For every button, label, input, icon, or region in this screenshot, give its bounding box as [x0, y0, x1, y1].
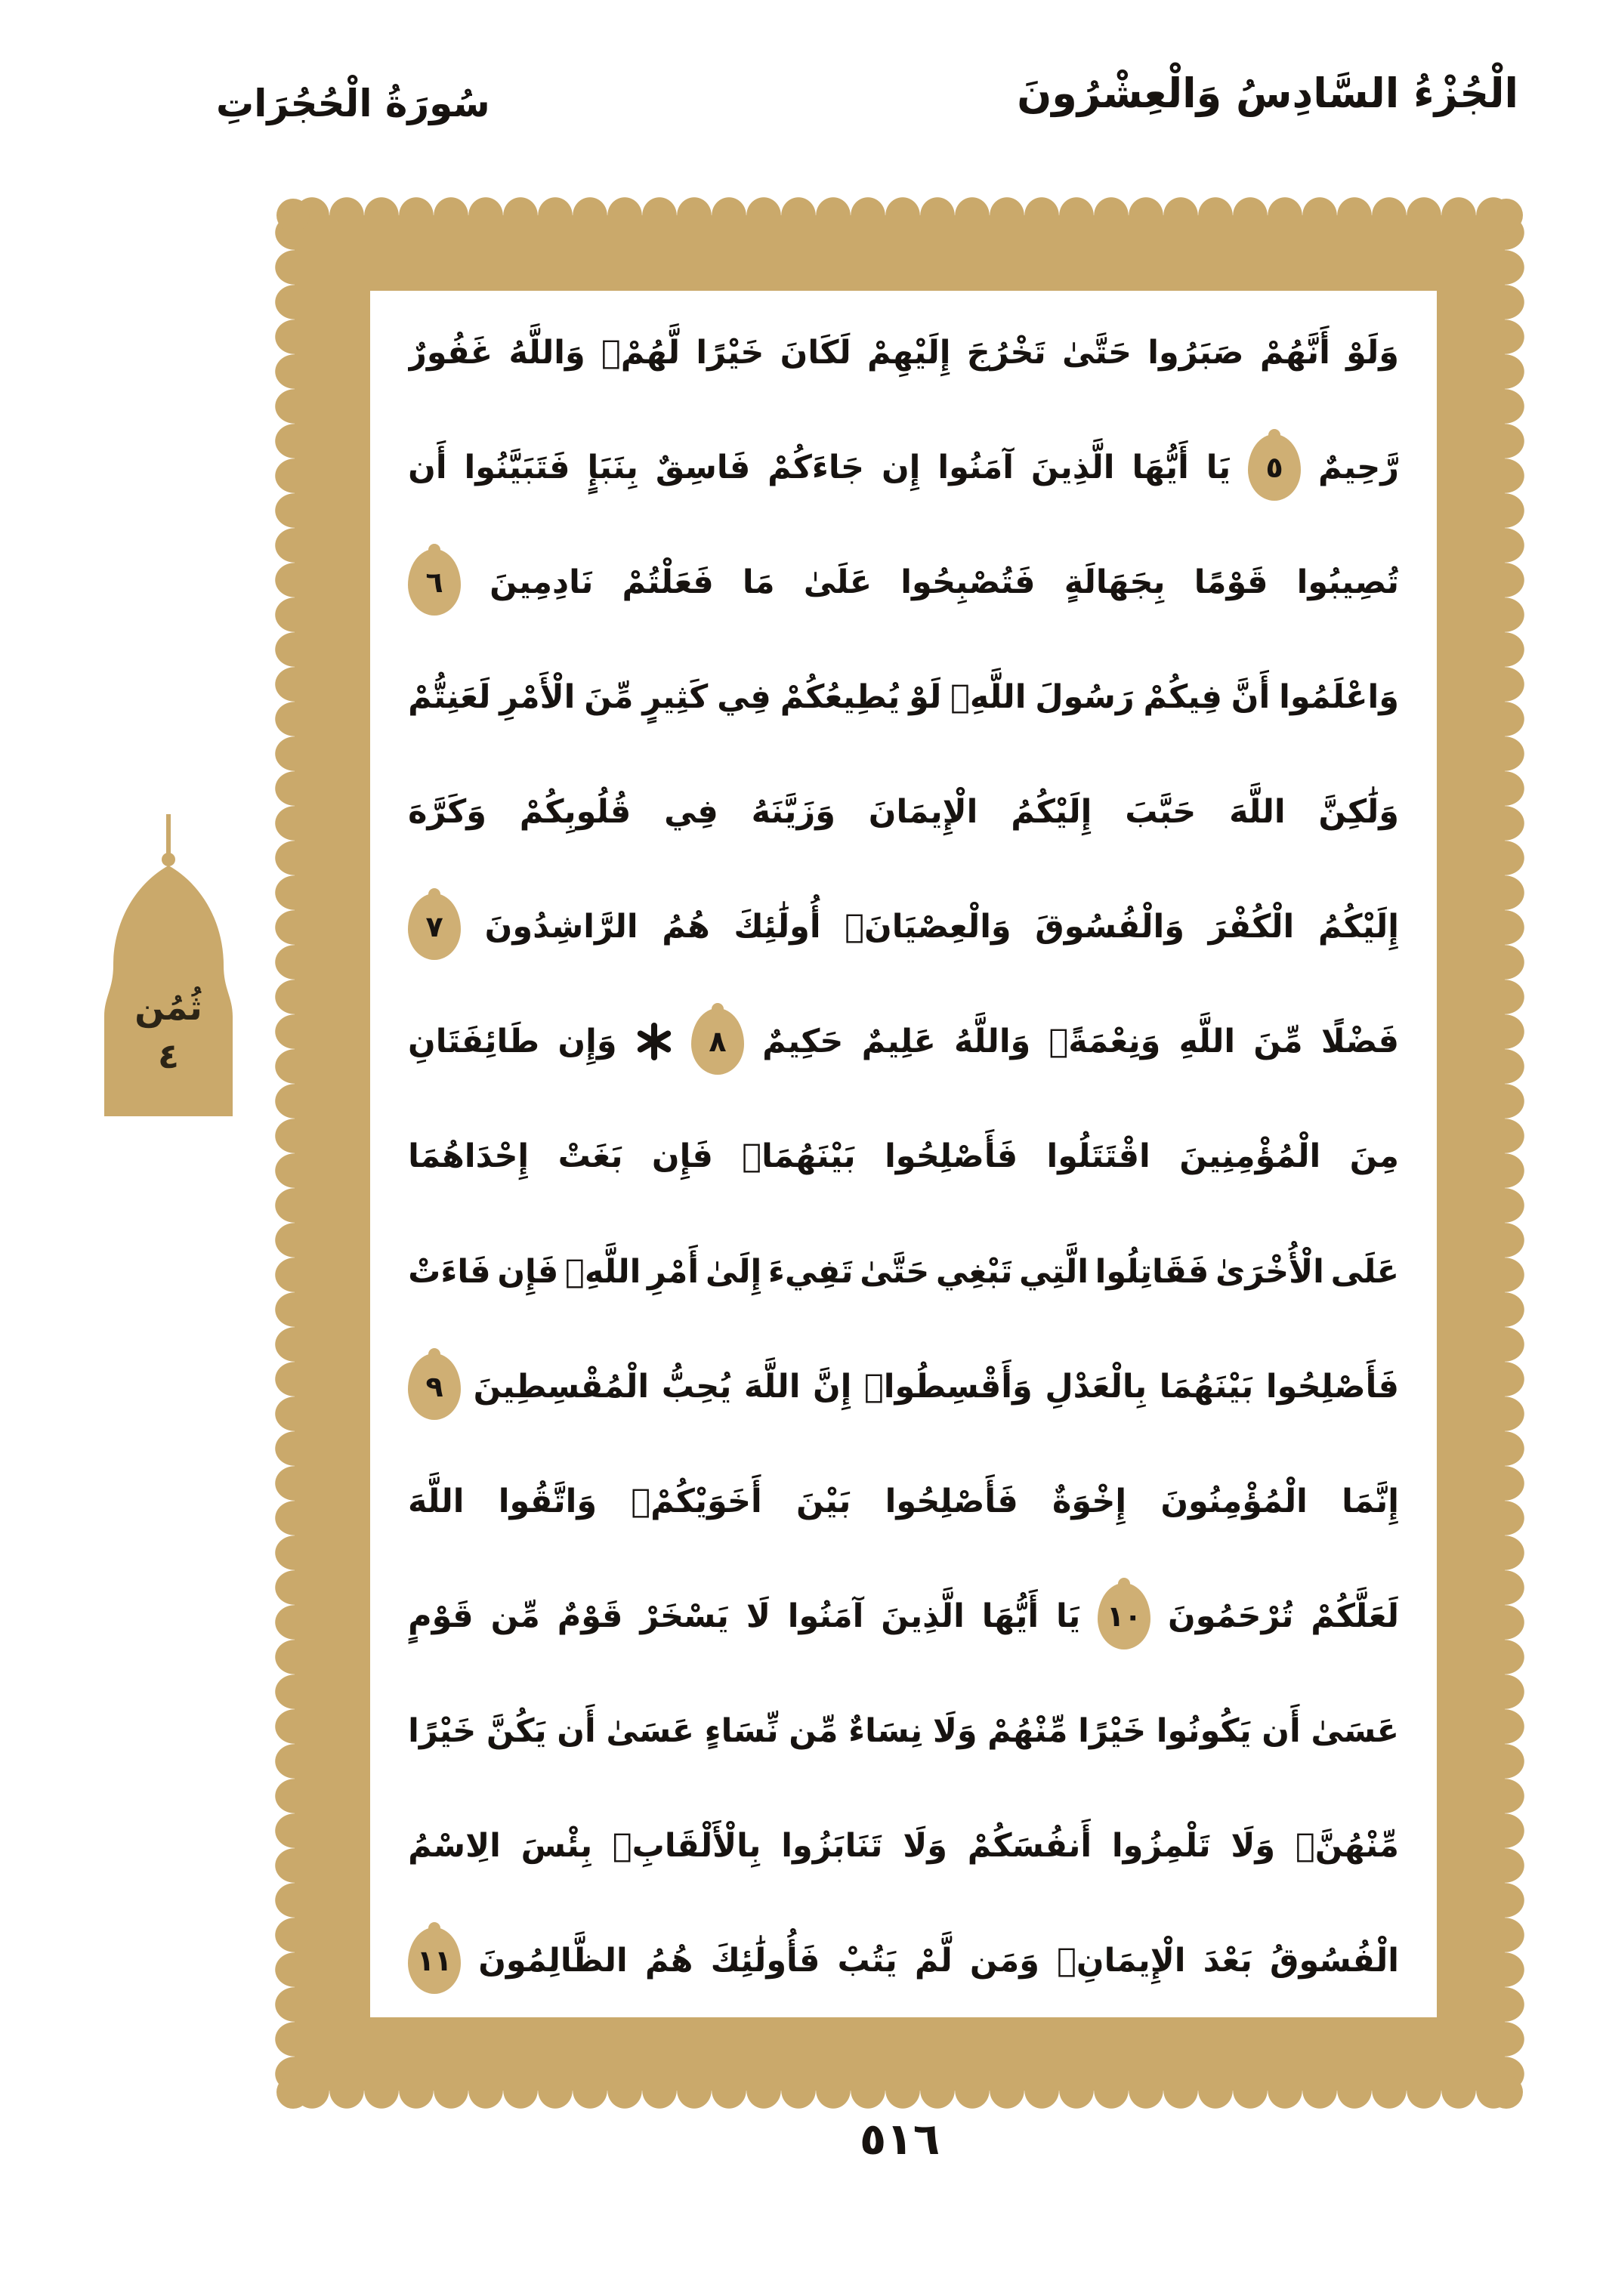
ayah-word: فَأَصْلِحُوا	[885, 1137, 1018, 1176]
ayah-word: الرَّاشِدُونَ	[484, 908, 638, 946]
ayah-word: الظَّالِمُونَ	[478, 1941, 628, 1980]
juz-title: الْجُزْءُ السَّادِسُ وَالْعِشْرُونَ	[1017, 69, 1518, 117]
ayah-word: نِسَاءٌ	[848, 1711, 923, 1750]
ayah-word: فَإِن	[651, 1137, 713, 1176]
ayah-word: يَا	[1206, 449, 1231, 487]
ayah-word: إِنَّ	[812, 1367, 852, 1406]
ayah-word: مَا	[742, 563, 775, 602]
ayah-word: يَكُنَّ	[486, 1711, 547, 1750]
ayah-word: وَإِن	[557, 1023, 617, 1061]
ayah-word: فَضْلًا	[1320, 1023, 1399, 1061]
ayah-word: فَأُولَٰئِكَ	[710, 1941, 820, 1980]
rub-el-hizb-icon	[635, 1023, 673, 1060]
quran-text-area	[370, 291, 1437, 2018]
ayah-word: إِلَىٰ	[705, 1252, 762, 1291]
ayah-word: إِخْوَةٌ	[1052, 1482, 1127, 1520]
ayah-word: وَلَا	[1231, 1826, 1276, 1865]
ayah-word: بَيْنَهُمَاۖ	[742, 1137, 856, 1176]
ayah-word: إِنَّمَا	[1342, 1482, 1399, 1520]
quran-line	[408, 295, 1399, 410]
ayah-word: حَتَّىٰ	[1061, 334, 1132, 372]
ayah-word: نَادِمِينَ	[490, 563, 594, 602]
quran-line	[408, 984, 1399, 1099]
ayah-word: فَإِن	[497, 1252, 559, 1291]
frame-scallops-left	[275, 215, 295, 2091]
ayah-word: أَن	[557, 1711, 596, 1750]
ayah-word: وَأَقْسِطُواۖ	[863, 1367, 1033, 1406]
quran-line	[408, 755, 1399, 869]
ayah-word: اللَّهِۚ	[565, 1252, 641, 1291]
ayah-word: الْكُفْرَ	[1208, 908, 1295, 946]
ayah-word: يُحِبُّ	[661, 1367, 732, 1406]
ayah-word: الْمُقْسِطِينَ	[473, 1367, 650, 1406]
ayah-word: وَاتَّقُوا	[498, 1482, 598, 1520]
ayah-word: اللَّهِۚ	[950, 678, 1027, 717]
verse-number-badge	[408, 549, 461, 616]
ayah-word: فِيكُمْ	[1143, 678, 1222, 717]
ayah-word: الَّذِينَ	[881, 1597, 965, 1635]
ayah-word: أُولَٰئِكَ	[734, 908, 821, 946]
ayah-word: بِنَبَإٍ	[587, 449, 638, 487]
verse-number: ٧	[425, 910, 443, 944]
frame-scallops-bottom	[295, 2091, 1505, 2109]
frame-scallops-right	[1505, 215, 1524, 2091]
ayah-word: هُمُ	[644, 1941, 693, 1980]
ayah-word: قَوْمٍ	[408, 1597, 474, 1635]
ayah-word: أَخَوَيْكُمْۚ	[631, 1482, 762, 1520]
ayah-word: لَّمْ	[914, 1941, 953, 1980]
ayah-word: بِالْأَلْقَابِۖ	[612, 1826, 761, 1865]
ayah-word: لَعَلَّكُمْ	[1311, 1597, 1399, 1635]
ayah-word: غَفُورٌ	[408, 334, 493, 372]
ayah-word: تَفِيءَ	[767, 1252, 854, 1291]
frame-scallops-top	[295, 197, 1505, 215]
ayah-word: إِلَيْكُمُ	[1011, 793, 1092, 832]
ayah-word: بَيْنَ	[795, 1482, 851, 1520]
ayah-word: مِنَ	[1349, 1137, 1399, 1176]
ayah-word: اقْتَتَلُوا	[1046, 1137, 1150, 1176]
ayah-word: مِّنْهُنَّۖ	[1295, 1826, 1399, 1865]
ayah-word: يَا	[1056, 1597, 1081, 1635]
ayah-word: بِجَهَالَةٍ	[1064, 563, 1166, 602]
quran-line	[408, 1674, 1399, 1788]
ayah-word: عَلِيمٌ	[861, 1023, 936, 1061]
surah-title: سُورَةُ الْحُجُرَاتِ	[216, 82, 490, 125]
verse-number: ٥	[1265, 451, 1283, 485]
quran-line	[408, 1329, 1399, 1444]
ayah-word: اللَّهِ	[1178, 1023, 1236, 1061]
ayah-word: فَاسِقٌ	[655, 449, 751, 487]
ayah-word: اللَّهَ	[1229, 793, 1286, 832]
ayah-word: مِّنَ	[584, 678, 634, 717]
hizb-marker-label: ثُمُن	[134, 987, 202, 1028]
quran-line	[408, 1788, 1399, 1903]
verse-number-badge	[1098, 1583, 1150, 1649]
ayah-word: بِالْعَدْلِ	[1045, 1367, 1147, 1406]
ayah-word: عَلَىٰ	[803, 563, 872, 602]
ayah-word: حَتَّىٰ	[860, 1252, 930, 1291]
ayah-word: يُطِيعُكُمْ	[780, 678, 900, 717]
ayah-word: الْمُؤْمِنُونَ	[1160, 1482, 1308, 1520]
page-number: ٥١٦	[859, 2113, 940, 2165]
ayah-word: أَن	[1262, 1711, 1301, 1750]
ayah-word: بَغَتْ	[557, 1137, 623, 1176]
hizb-dome-icon	[89, 814, 248, 1116]
ayah-word: بِئْسَ	[520, 1826, 593, 1865]
ayah-word: لَّهُمْۚ	[601, 334, 681, 372]
ayah-word: أَنَّ	[1231, 678, 1271, 717]
ayah-word: يَكُونُوا	[1156, 1711, 1252, 1750]
verse-number-badge	[408, 893, 461, 960]
quran-line	[408, 640, 1399, 755]
ayah-word: عَسَىٰ	[606, 1711, 694, 1750]
ayah-word: وَنِعْمَةًۚ	[1049, 1023, 1161, 1061]
ayah-word: أَن	[408, 449, 447, 487]
ayah-word: يَسْخَرْ	[640, 1597, 729, 1635]
ayah-word: قَوْمًا	[1194, 563, 1268, 602]
ayah-word: وَاعْلَمُوا	[1279, 678, 1399, 717]
frame-corner-top-left	[1490, 199, 1523, 232]
ayah-word: فَأَصْلِحُوا	[885, 1482, 1018, 1520]
ayah-word: يَتُبْ	[837, 1941, 897, 1980]
ayah-word: لَا	[746, 1597, 771, 1635]
ayah-word: حَكِيمٌ	[762, 1023, 844, 1061]
ayah-word: قَوْمٌ	[557, 1597, 623, 1635]
quran-line	[408, 1444, 1399, 1559]
ayah-word: الِاسْمُ	[408, 1826, 501, 1865]
verse-number-badge	[408, 1353, 461, 1420]
ayah-word: وَاللَّهُ	[508, 334, 585, 372]
ayah-word: خَيْرًا	[408, 1711, 477, 1750]
verse-number: ٦	[425, 566, 443, 600]
hizb-marker-number: ٤	[157, 1035, 180, 1076]
ayah-word: الْإِيمَانِۚ	[1057, 1941, 1186, 1980]
ayah-word: آمَنُوا	[787, 1597, 864, 1635]
ayah-word: مِّن	[789, 1711, 839, 1750]
verse-number: ١١	[416, 1943, 452, 1977]
quran-line	[408, 1214, 1399, 1329]
ayah-word: الْفُسُوقُ	[1270, 1941, 1399, 1980]
ayah-word: فِي	[664, 793, 718, 832]
ayah-word: وَاللَّهُ	[954, 1023, 1031, 1061]
ayah-word: أَنفُسَكُمْ	[967, 1826, 1092, 1865]
ayah-word: وَالْفُسُوقَ	[1035, 908, 1185, 946]
ayah-word: اللَّهَ	[408, 1482, 465, 1520]
ayah-word: الْإِيمَانَ	[868, 793, 978, 832]
frame-corner-bottom-right	[276, 2075, 310, 2109]
ayah-word: وَزَيَّنَهُ	[751, 793, 835, 832]
ayah-word: كَثِيرٍ	[642, 678, 709, 717]
ayah-word: فَتَبَيَّنُوا	[464, 449, 570, 487]
ayah-word: إِلَيْكُمُ	[1317, 908, 1399, 946]
ayah-word: تَبْغِي	[935, 1252, 1013, 1291]
verse-number: ١٠	[1106, 1599, 1142, 1633]
ayah-word: تَخْرُجَ	[966, 334, 1046, 372]
ayah-word: مِّنَ	[1253, 1023, 1303, 1061]
ayah-word: قُلُوبِكُمْ	[519, 793, 632, 832]
ayah-word: تُرْحَمُونَ	[1168, 1597, 1294, 1635]
quran-line	[408, 1559, 1399, 1674]
ayah-word: خَيْرًا	[696, 334, 764, 372]
ayah-word: فَتُصْبِحُوا	[900, 563, 1036, 602]
quran-line	[408, 869, 1399, 984]
frame-corner-top-right	[276, 199, 310, 232]
ayah-word: خَيْرًا	[1078, 1711, 1147, 1750]
ayah-word: مِّن	[490, 1597, 540, 1635]
ayah-word: الَّذِينَ	[1030, 449, 1115, 487]
ayah-word: فِي	[717, 678, 771, 717]
ayah-word: رَّحِيمٌ	[1317, 449, 1399, 487]
ayah-word: تُصِيبُوا	[1296, 563, 1399, 602]
quran-line	[408, 410, 1399, 525]
ayah-word: أَمْرِ	[647, 1252, 700, 1291]
ayah-word: رَسُولَ	[1035, 678, 1135, 717]
ayah-word: إِحْدَاهُمَا	[408, 1137, 530, 1176]
verse-number: ٩	[425, 1369, 443, 1403]
verse-number-badge	[408, 1927, 461, 1994]
ayah-word: وَلَٰكِنَّ	[1318, 793, 1399, 832]
ayah-word: فَقَاتِلُوا	[1095, 1252, 1209, 1291]
ayah-word: بَعْدَ	[1203, 1941, 1252, 1980]
ayah-word: أَيُّهَا	[981, 1597, 1039, 1635]
ayah-word: حَبَّبَ	[1125, 793, 1197, 832]
frame-corner-bottom-left	[1490, 2075, 1523, 2109]
ayah-word: وَلَا	[932, 1711, 977, 1750]
ayah-word: إِن	[881, 449, 921, 487]
ayah-word: الْمُؤْمِنِينَ	[1179, 1137, 1321, 1176]
ayah-word: نِّسَاءٍ	[704, 1711, 779, 1750]
ayah-word: الْأُخْرَىٰ	[1215, 1252, 1324, 1291]
ayah-word: اللَّهَ	[743, 1367, 801, 1406]
ayah-word: تَلْمِزُوا	[1111, 1826, 1211, 1865]
ayah-word: وَلَا	[903, 1826, 947, 1865]
ayah-word: إِلَيْهِمْ	[866, 334, 951, 372]
quran-line	[408, 525, 1399, 640]
quran-line	[408, 1099, 1399, 1214]
ayah-word: طَائِفَتَانِ	[408, 1023, 540, 1061]
ayah-word: هُمُ	[662, 908, 710, 946]
ayah-word: وَلَوْ	[1346, 334, 1399, 372]
ayah-word: مِّنْهُمْ	[987, 1711, 1068, 1750]
ayah-word: وَمَن	[969, 1941, 1039, 1980]
ayah-word: الَّتِي	[1019, 1252, 1089, 1291]
verse-number-badge	[691, 1008, 744, 1075]
ayah-word: بَيْنَهُمَا	[1159, 1367, 1254, 1406]
ayah-word: الْأَمْرِ	[499, 678, 576, 717]
ayah-word: فَأَصْلِحُوا	[1265, 1367, 1399, 1406]
ayah-word: أَيُّهَا	[1132, 449, 1189, 487]
ayah-word: لَعَنِتُّمْ	[408, 678, 491, 717]
ayah-word: آمَنُوا	[937, 449, 1014, 487]
ayah-word: لَكَانَ	[780, 334, 851, 372]
ayah-word: فَاءَتْ	[408, 1252, 491, 1291]
ayah-word: صَبَرُوا	[1147, 334, 1244, 372]
ayah-word: لَوْ	[909, 678, 942, 717]
verse-number-badge	[1248, 434, 1301, 501]
quran-line	[408, 1903, 1399, 2018]
verse-number: ٨	[709, 1025, 727, 1059]
ayah-word: تَنَابَزُوا	[781, 1826, 883, 1865]
ayah-word: أَنَّهُمْ	[1259, 334, 1330, 372]
ayah-word: عَلَى	[1330, 1252, 1399, 1291]
ayah-word: وَكَرَّهَ	[408, 793, 486, 832]
ayah-word: فَعَلْتُمْ	[622, 563, 714, 602]
hizb-marker	[89, 814, 248, 1116]
ayah-word: عَسَىٰ	[1311, 1711, 1399, 1750]
ayah-word: وَالْعِصْيَانَۚ	[845, 908, 1011, 946]
ayah-word: جَاءَكُمْ	[767, 449, 865, 487]
